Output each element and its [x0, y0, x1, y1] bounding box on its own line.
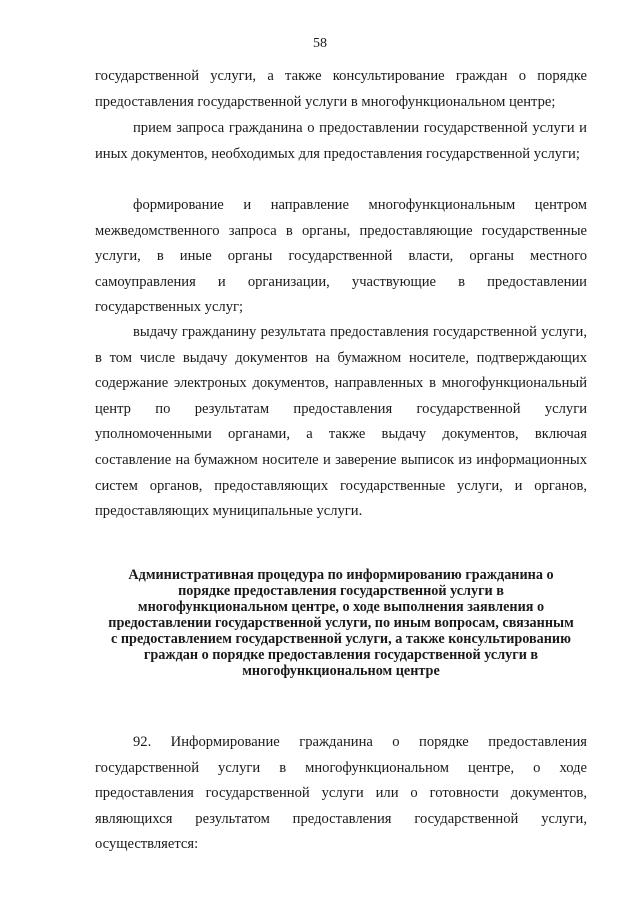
paragraph-92: 92. Информирование гражданина о порядке предоставления государственной услуги в многофункциональном центре, о ходе предоставления государственной услуги или о готовности документов, являющихся результатом предоставления государственной услуги, осуществляется:: [95, 734, 587, 853]
paragraph-block: [95, 320, 587, 525]
paragraph-continuation: [95, 64, 587, 115]
heading-line: с предоставлением государственной услуги, а также консультированию: [111, 631, 571, 647]
paragraph: прием запроса гражданина о предоставлении государственной услуги и иных документов, необходимых для предоставления государственной услуги;: [95, 120, 587, 162]
heading-line: предоставлении государственной услуги, по иным вопросам, связанным: [108, 615, 574, 631]
heading-line: граждан о порядке предоставления государственной услуги в: [143, 647, 539, 663]
paragraph-block: [95, 193, 587, 321]
heading-line: многофункциональном центре, о ходе выполнения заявления о: [137, 599, 545, 615]
paragraph-block: [95, 730, 587, 858]
heading-line: многофункциональном центре: [242, 663, 440, 679]
page-number: 58: [313, 36, 327, 51]
paragraph: государственной услуги, а также консультирование граждан о порядке предоставления государственной услуги в многофункциональном центре;: [95, 68, 587, 110]
paragraph-block: [95, 116, 587, 167]
paragraph: формирование и направление многофункциональным центром межведомственного запроса в органы, предоставляющие государственные услуги, в иные органы государственной власти, органы местного самоуправления и организации, участвующие в предоставлении государственных услуг;: [95, 197, 587, 316]
heading-line: порядке предоставления государственной услуги в: [178, 583, 504, 599]
paragraph: выдачу гражданину результата предоставления государственной услуги, в том числе выдачу документов на бумажном носителе, подтверждающих содержание электроных документов, направленных в многофункциональный центр по результатам предоставления государственной услуги уполномоченными органами, а также выдачу документов, включая составление на бумажном носителе и заверение выписок из информационных систем органов, предоставляющих государственные услуги, и органов, предоставляющих муниципальные услуги.: [95, 324, 587, 520]
section-heading: [95, 567, 587, 679]
heading-line: Административная процедура по информированию гражданина о: [128, 567, 554, 583]
